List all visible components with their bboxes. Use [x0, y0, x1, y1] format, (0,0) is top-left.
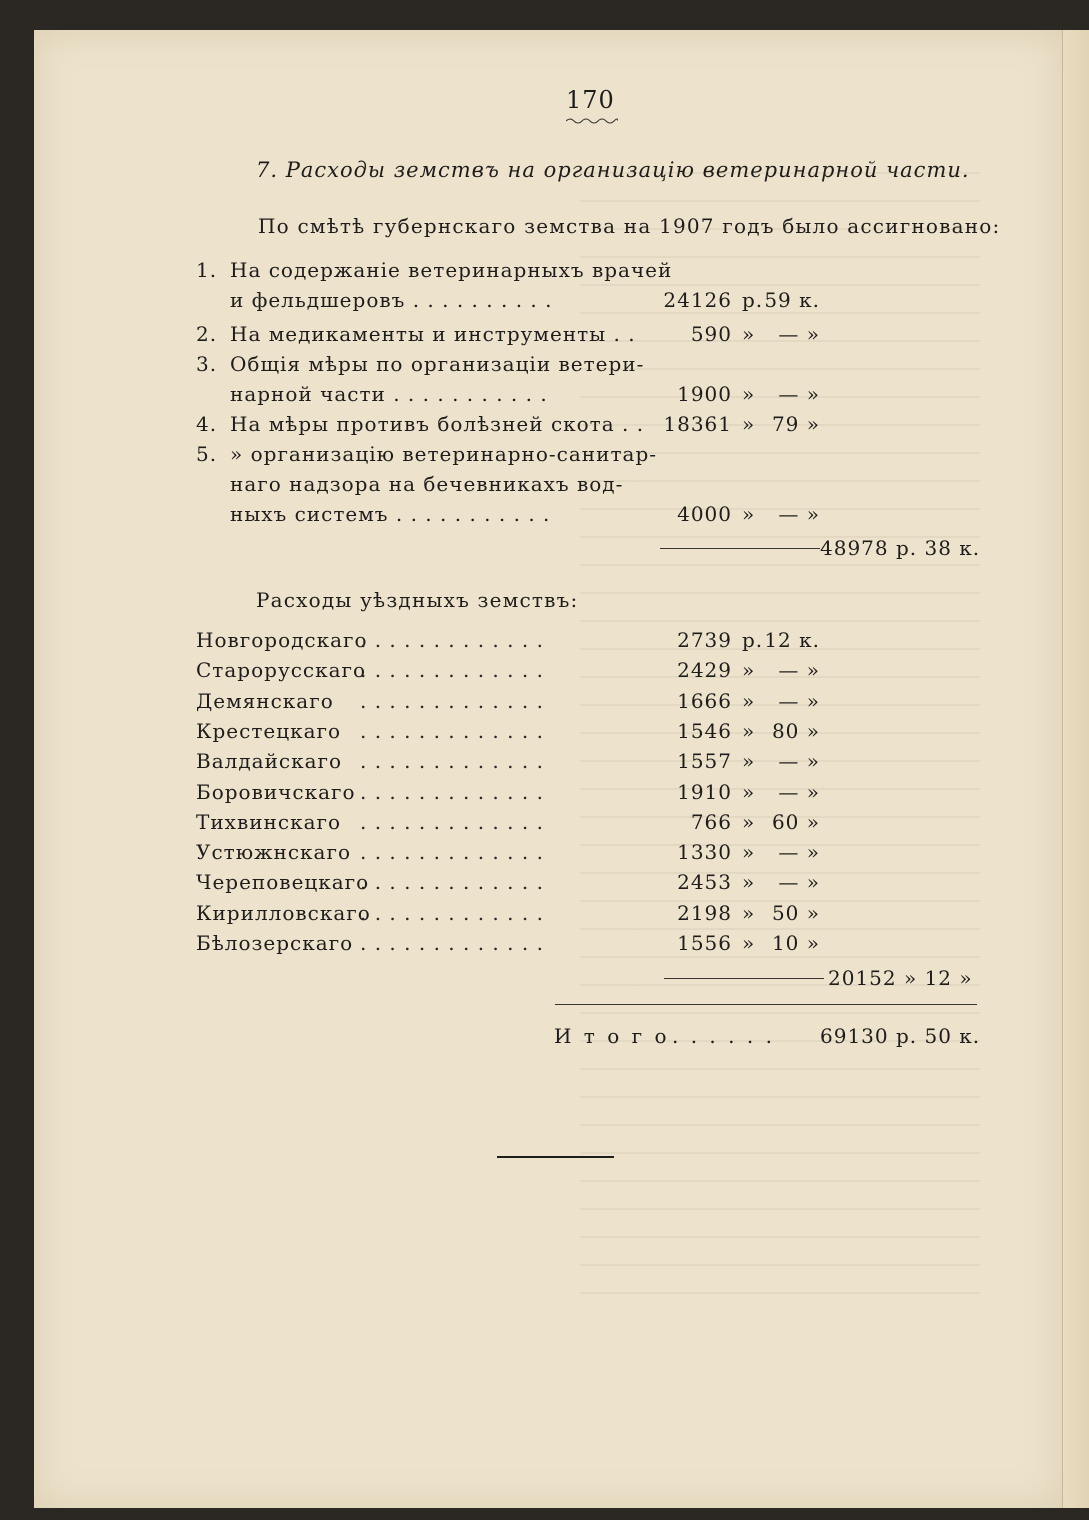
- uezd-item-amount: 1556: [677, 931, 732, 955]
- uezd-item-rub: »: [742, 870, 756, 895]
- uezd-item-amount: 1910: [677, 779, 732, 804]
- uezd-item-amount: 1666: [677, 688, 732, 713]
- uezd-item-name: Новгородскаго: [196, 628, 368, 652]
- uezd-item-amount: 2453: [677, 870, 732, 895]
- gub-item-number: 1.: [196, 258, 218, 282]
- subtotal-rule-2: [664, 978, 824, 979]
- uezd-item-name: Тихвинскаго: [196, 809, 342, 834]
- uezd-item-leader: . . . . . . . . . . . . .: [360, 779, 544, 804]
- gub-item-text: На содержаніе ветеринарныхъ врачей: [230, 258, 673, 282]
- uezd-item-kop: 80 »: [771, 718, 820, 743]
- gub-item-number: 5.: [196, 442, 218, 466]
- subtotal-rule: [660, 548, 820, 549]
- uezd-item-name: Устюжнскаго: [196, 840, 352, 865]
- ornament-squiggle-icon: [566, 117, 618, 125]
- gub-item-text: На мѣры противъ болѣзней скота . .: [230, 412, 645, 436]
- uezd-item-rub: »: [742, 840, 756, 865]
- gub-item-rub: »: [742, 502, 756, 526]
- gub-item-rub: »: [742, 322, 756, 346]
- uezd-item-rub: р.: [742, 628, 764, 652]
- uezd-item-leader: . . . . . . . . . . . . .: [360, 840, 544, 865]
- gub-item-kop: — »: [778, 502, 820, 526]
- uezd-total: 20152 » 12 »: [828, 966, 973, 990]
- uezd-item-rub: »: [742, 900, 756, 925]
- uezd-item-name: Череповецкаго: [196, 870, 370, 895]
- gub-item-text: Общія мѣры по организаціи ветери-: [230, 352, 645, 376]
- gub-item-text: На медикаменты и инструменты . .: [230, 322, 636, 346]
- uezd-item-name: Кирилловскаго: [196, 900, 371, 925]
- grand-total-rule: [555, 1004, 977, 1005]
- uezd-item-amount: 1557: [677, 749, 732, 774]
- gub-item-text: » организацію ветеринарно-санитар-: [230, 442, 658, 466]
- uezd-item-kop: 10 »: [771, 931, 820, 955]
- uezd-item-kop: — »: [778, 749, 820, 774]
- gub-item-text: ныхъ системъ . . . . . . . . . . .: [230, 502, 551, 526]
- gub-item-amount: 4000: [677, 502, 732, 526]
- uezd-item-rub: »: [742, 809, 756, 834]
- uezd-item-name: Старорусскаго: [196, 658, 367, 683]
- grand-total-label: И т о г о: [554, 1024, 670, 1048]
- uezd-item-leader: . . . . . . . . . . . . .: [360, 658, 544, 683]
- gub-item-kop: 79 »: [771, 412, 820, 436]
- gub-item-amount: 590: [690, 322, 732, 346]
- uezd-item-name: Крестецкаго: [196, 718, 342, 743]
- uezd-item-kop: — »: [778, 840, 820, 865]
- uezd-item-leader: . . . . . . . . . . . . .: [360, 870, 544, 895]
- gub-item-rub: »: [742, 382, 756, 406]
- uezd-item-leader: . . . . . . . . . . . . .: [360, 749, 544, 774]
- uezd-item-name: Бѣлозерскаго: [196, 931, 354, 955]
- uezd-item-name: Демянскаго: [196, 688, 334, 713]
- uezd-item-leader: . . . . . . . . . . . . .: [360, 931, 544, 955]
- section-heading: 7. Расходы земствъ на организацію ветеринарной части.: [256, 158, 970, 182]
- uezd-item-kop: — »: [778, 658, 820, 683]
- end-rule: [497, 1156, 614, 1158]
- gub-item-text: и фельдшеровъ . . . . . . . . . .: [230, 288, 553, 312]
- gub-item-amount: 18361: [663, 412, 732, 436]
- gub-item-rub: р.: [742, 288, 764, 312]
- gub-item-number: 2.: [196, 322, 218, 346]
- uezd-item-kop: 50 »: [771, 900, 820, 925]
- uezd-item-rub: »: [742, 931, 756, 955]
- uezd-heading: Расходы уѣздныхъ земствъ:: [256, 588, 579, 612]
- uezd-item-kop: — »: [778, 779, 820, 804]
- uezd-item-amount: 2198: [677, 900, 732, 925]
- uezd-item-leader: . . . . . . . . . . . . .: [360, 900, 544, 925]
- uezd-item-rub: »: [742, 658, 756, 683]
- uezd-item-rub: »: [742, 749, 756, 774]
- uezd-item-amount: 766: [690, 809, 732, 834]
- uezd-item-leader: . . . . . . . . . . . . .: [360, 718, 544, 743]
- uezd-item-amount: 1330: [677, 840, 732, 865]
- uezd-item-kop: 12 к.: [764, 628, 820, 652]
- uezd-item-amount: 2429: [677, 658, 732, 683]
- uezd-item-name: Валдайскаго: [196, 749, 343, 774]
- uezd-item-kop: 60 »: [771, 809, 820, 834]
- uezd-item-leader: . . . . . . . . . . . . .: [360, 628, 544, 652]
- uezd-item-rub: »: [742, 779, 756, 804]
- next-page-edge: [1062, 30, 1089, 1508]
- uezd-item-kop: — »: [778, 870, 820, 895]
- grand-total-leader: . . . . . .: [672, 1024, 775, 1048]
- uezd-item-leader: . . . . . . . . . . . . .: [360, 688, 544, 713]
- gub-item-number: 3.: [196, 352, 218, 376]
- page-number: 170: [566, 86, 615, 114]
- uezd-item-amount: 1546: [677, 718, 732, 743]
- gub-item-text: наго надзора на бечевникахъ вод-: [230, 472, 624, 496]
- gub-item-kop: — »: [778, 322, 820, 346]
- gub-item-kop: — »: [778, 382, 820, 406]
- uezd-item-kop: — »: [778, 688, 820, 713]
- gub-item-rub: »: [742, 412, 756, 436]
- gub-item-amount: 1900: [677, 382, 732, 406]
- gub-item-number: 4.: [196, 412, 218, 436]
- gubernia-total: 48978 р. 38 к.: [820, 536, 981, 560]
- gub-item-text: нарной части . . . . . . . . . . .: [230, 382, 548, 406]
- gub-item-amount: 24126: [663, 288, 732, 312]
- intro-paragraph: По смѣтѣ губернскаго земства на 1907 годъ было ассигновано:: [258, 214, 1001, 238]
- uezd-item-name: Боровичскаго: [196, 779, 356, 804]
- grand-total-value: 69130 р. 50 к.: [820, 1024, 981, 1048]
- gub-item-kop: 59 к.: [764, 288, 820, 312]
- uezd-item-rub: »: [742, 688, 756, 713]
- uezd-item-rub: »: [742, 718, 756, 743]
- uezd-item-leader: . . . . . . . . . . . . .: [360, 809, 544, 834]
- uezd-item-amount: 2739: [677, 628, 732, 652]
